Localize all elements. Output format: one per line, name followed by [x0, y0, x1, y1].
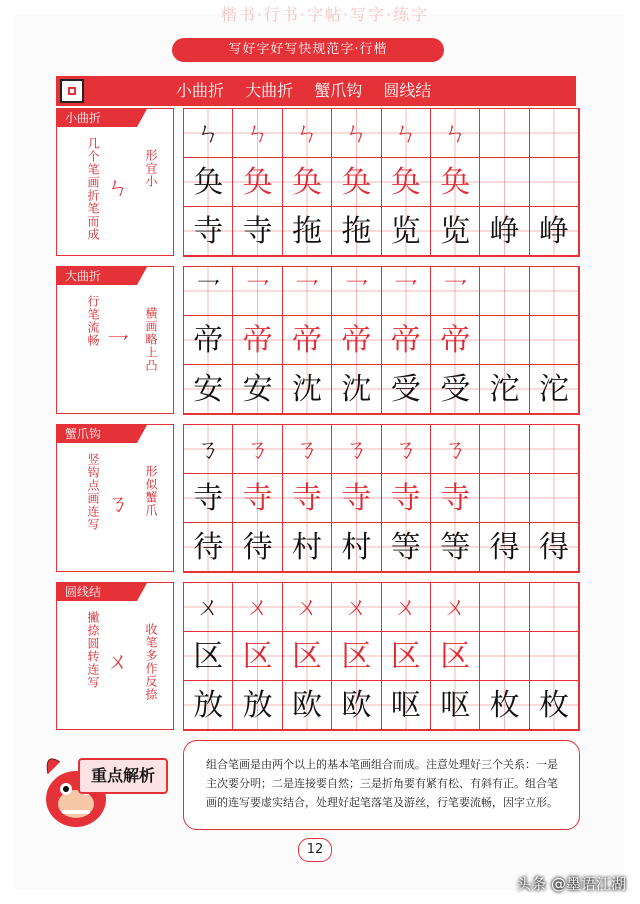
grid-cell: 乛 — [332, 267, 381, 316]
grid-cell: ㄣ — [332, 109, 381, 158]
grid-cell: 区 — [332, 632, 381, 681]
grid-cell: 呕 — [382, 681, 431, 730]
practice-row — [184, 207, 579, 256]
grid-cell: ㄣ — [431, 109, 480, 158]
grid-cell: 寺 — [283, 474, 332, 523]
grid-cell: 放 — [184, 681, 233, 730]
grid-cell: 安 — [233, 365, 282, 414]
grid-cell: ㄣ — [382, 109, 431, 158]
grid-cell: 待 — [233, 523, 282, 572]
grid-cell — [480, 267, 529, 316]
grid-cell: ㄣ — [184, 109, 233, 158]
grid-cell: 受 — [431, 365, 480, 414]
grid-cell: 览 — [382, 207, 431, 256]
grid-cell: ㄨ — [184, 583, 233, 632]
shape-note: 横画略上凸 — [144, 307, 158, 372]
grid-cell: 帝 — [233, 316, 282, 365]
shape-note: 形宜小 — [144, 149, 158, 188]
practice-grid — [183, 266, 580, 415]
practice-grid — [183, 108, 580, 257]
practice-row — [184, 474, 579, 523]
grid-cell: 沈 — [283, 365, 332, 414]
grid-cell: 乛 — [233, 267, 282, 316]
grid-cell: 峥 — [480, 207, 529, 256]
grid-cell: ㄋ — [184, 425, 233, 474]
grid-cell: ㄨ — [332, 583, 381, 632]
grid-cell — [530, 109, 579, 158]
grid-cell: 帝 — [382, 316, 431, 365]
section-sidebar — [56, 108, 174, 256]
grid-cell: 寺 — [184, 474, 233, 523]
grid-cell: ㄨ — [431, 583, 480, 632]
grid-cell — [480, 583, 529, 632]
practice-grid — [183, 424, 580, 573]
section-label: 圆线结 — [57, 583, 137, 601]
top-title-strip: 楷书·行书·字帖·写字·练字 — [220, 5, 430, 24]
grid-cell: 览 — [431, 207, 480, 256]
grid-cell: 奂 — [184, 158, 233, 207]
grid-cell: 拖 — [332, 207, 381, 256]
grid-cell: ㄋ — [332, 425, 381, 474]
grid-cell: 沱 — [480, 365, 529, 414]
technique-note: 几个笔画折笔而成 — [86, 137, 100, 241]
watermark: 头条 @墨语江湖 — [516, 875, 626, 893]
section-sidebar — [56, 424, 174, 572]
grid-cell: 枚 — [480, 681, 529, 730]
grid-cell — [480, 632, 529, 681]
grid-cell: 受 — [382, 365, 431, 414]
grid-cell: 寺 — [184, 207, 233, 256]
grid-cell: 奂 — [382, 158, 431, 207]
practice-row — [184, 632, 579, 681]
practice-row — [184, 316, 579, 365]
grid-cell: 沱 — [530, 365, 579, 414]
key-analysis-tag: 重点解析 — [78, 758, 168, 794]
grid-cell: 乛 — [283, 267, 332, 316]
grid-cell: 峥 — [530, 207, 579, 256]
stroke-example: 乛 — [107, 334, 130, 359]
grid-cell — [530, 158, 579, 207]
analysis-box — [183, 740, 580, 830]
grid-cell: 寺 — [382, 474, 431, 523]
grid-cell: 帝 — [184, 316, 233, 365]
grid-cell: 村 — [332, 523, 381, 572]
practice-grid — [183, 582, 580, 731]
shape-note: 收笔多作反捺 — [144, 623, 158, 701]
section-label: 蟹爪钩 — [57, 425, 137, 443]
grid-cell: ㄨ — [382, 583, 431, 632]
grid-cell: 等 — [382, 523, 431, 572]
grid-cell — [530, 474, 579, 523]
practice-row — [184, 267, 579, 316]
grid-cell: 帝 — [431, 316, 480, 365]
grid-cell — [480, 474, 529, 523]
practice-row — [184, 365, 579, 414]
grid-cell — [480, 158, 529, 207]
grid-cell: 枚 — [530, 681, 579, 730]
grid-cell: 乛 — [184, 267, 233, 316]
book-subtitle: 写好字好写快规范字·行楷 — [172, 38, 444, 62]
grid-cell: 奂 — [283, 158, 332, 207]
grid-cell: 等 — [431, 523, 480, 572]
stroke-example: ㄋ — [107, 492, 130, 517]
grid-cell: 区 — [382, 632, 431, 681]
grid-cell — [480, 109, 529, 158]
grid-cell: 奂 — [431, 158, 480, 207]
grid-cell: ㄨ — [283, 583, 332, 632]
stroke-name: 小曲折 — [176, 81, 225, 100]
grid-cell: 乛 — [382, 267, 431, 316]
grid-cell — [530, 267, 579, 316]
grid-cell: ㄋ — [233, 425, 282, 474]
grid-cell: 寺 — [332, 474, 381, 523]
practice-row — [184, 425, 579, 474]
lesson-banner — [56, 76, 576, 106]
practice-row — [184, 681, 579, 730]
stroke-name: 圆线结 — [383, 81, 432, 100]
stroke-name: 大曲折 — [245, 81, 294, 100]
practice-row — [184, 158, 579, 207]
page-number: 12 — [298, 838, 332, 862]
grid-cell: 区 — [184, 632, 233, 681]
grid-cell: 区 — [431, 632, 480, 681]
grid-cell: 村 — [283, 523, 332, 572]
stroke-example: ㄨ — [107, 650, 130, 675]
grid-cell: 呕 — [431, 681, 480, 730]
grid-cell: ㄣ — [283, 109, 332, 158]
section-sidebar — [56, 582, 174, 730]
grid-cell: ㄋ — [382, 425, 431, 474]
shape-note: 形似蟹爪 — [144, 465, 158, 517]
grid-cell: ㄋ — [283, 425, 332, 474]
section-label: 小曲折 — [57, 109, 137, 127]
grid-cell — [530, 425, 579, 474]
practice-row — [184, 109, 579, 158]
stroke-example: ㄣ — [107, 176, 130, 201]
grid-cell — [480, 316, 529, 365]
grid-cell: 寺 — [233, 207, 282, 256]
grid-cell: 奂 — [233, 158, 282, 207]
grid-cell: 区 — [283, 632, 332, 681]
grid-cell — [530, 316, 579, 365]
grid-cell: 帝 — [332, 316, 381, 365]
grid-cell: 寺 — [431, 474, 480, 523]
square-icon — [60, 79, 84, 103]
grid-cell — [530, 583, 579, 632]
grid-cell: 乛 — [431, 267, 480, 316]
stroke-name: 蟹爪钩 — [314, 81, 363, 100]
grid-cell: 待 — [184, 523, 233, 572]
practice-row — [184, 523, 579, 572]
technique-note: 行笔流畅 — [86, 295, 100, 347]
grid-cell: 放 — [233, 681, 282, 730]
section-label: 大曲折 — [57, 267, 137, 285]
practice-row — [184, 583, 579, 632]
analysis-text: 组合笔画是由两个以上的基本笔画组合而成。注意处理好三个关系：一是主次要分明；二是连接要自然；三是折角要有紧有松、有斜有正。组合笔画的连写要虚实结合，处理好起笔落笔及游丝，行笔要流畅，因字立形。 — [206, 758, 558, 809]
grid-cell: ㄋ — [431, 425, 480, 474]
grid-cell: 寺 — [233, 474, 282, 523]
grid-cell: 安 — [184, 365, 233, 414]
grid-cell: 帝 — [283, 316, 332, 365]
grid-cell — [480, 425, 529, 474]
grid-cell: ㄨ — [233, 583, 282, 632]
grid-cell: 拖 — [283, 207, 332, 256]
technique-note: 竖钩点画连写 — [86, 453, 100, 531]
grid-cell: 得 — [480, 523, 529, 572]
grid-cell: 得 — [530, 523, 579, 572]
grid-cell: 欧 — [332, 681, 381, 730]
technique-note: 撇捺圆转连写 — [86, 611, 100, 689]
stroke-list — [176, 76, 447, 106]
section-sidebar — [56, 266, 174, 414]
grid-cell — [530, 632, 579, 681]
grid-cell: 欧 — [283, 681, 332, 730]
grid-cell: 沈 — [332, 365, 381, 414]
grid-cell: ㄣ — [233, 109, 282, 158]
grid-cell: 奂 — [332, 158, 381, 207]
grid-cell: 区 — [233, 632, 282, 681]
